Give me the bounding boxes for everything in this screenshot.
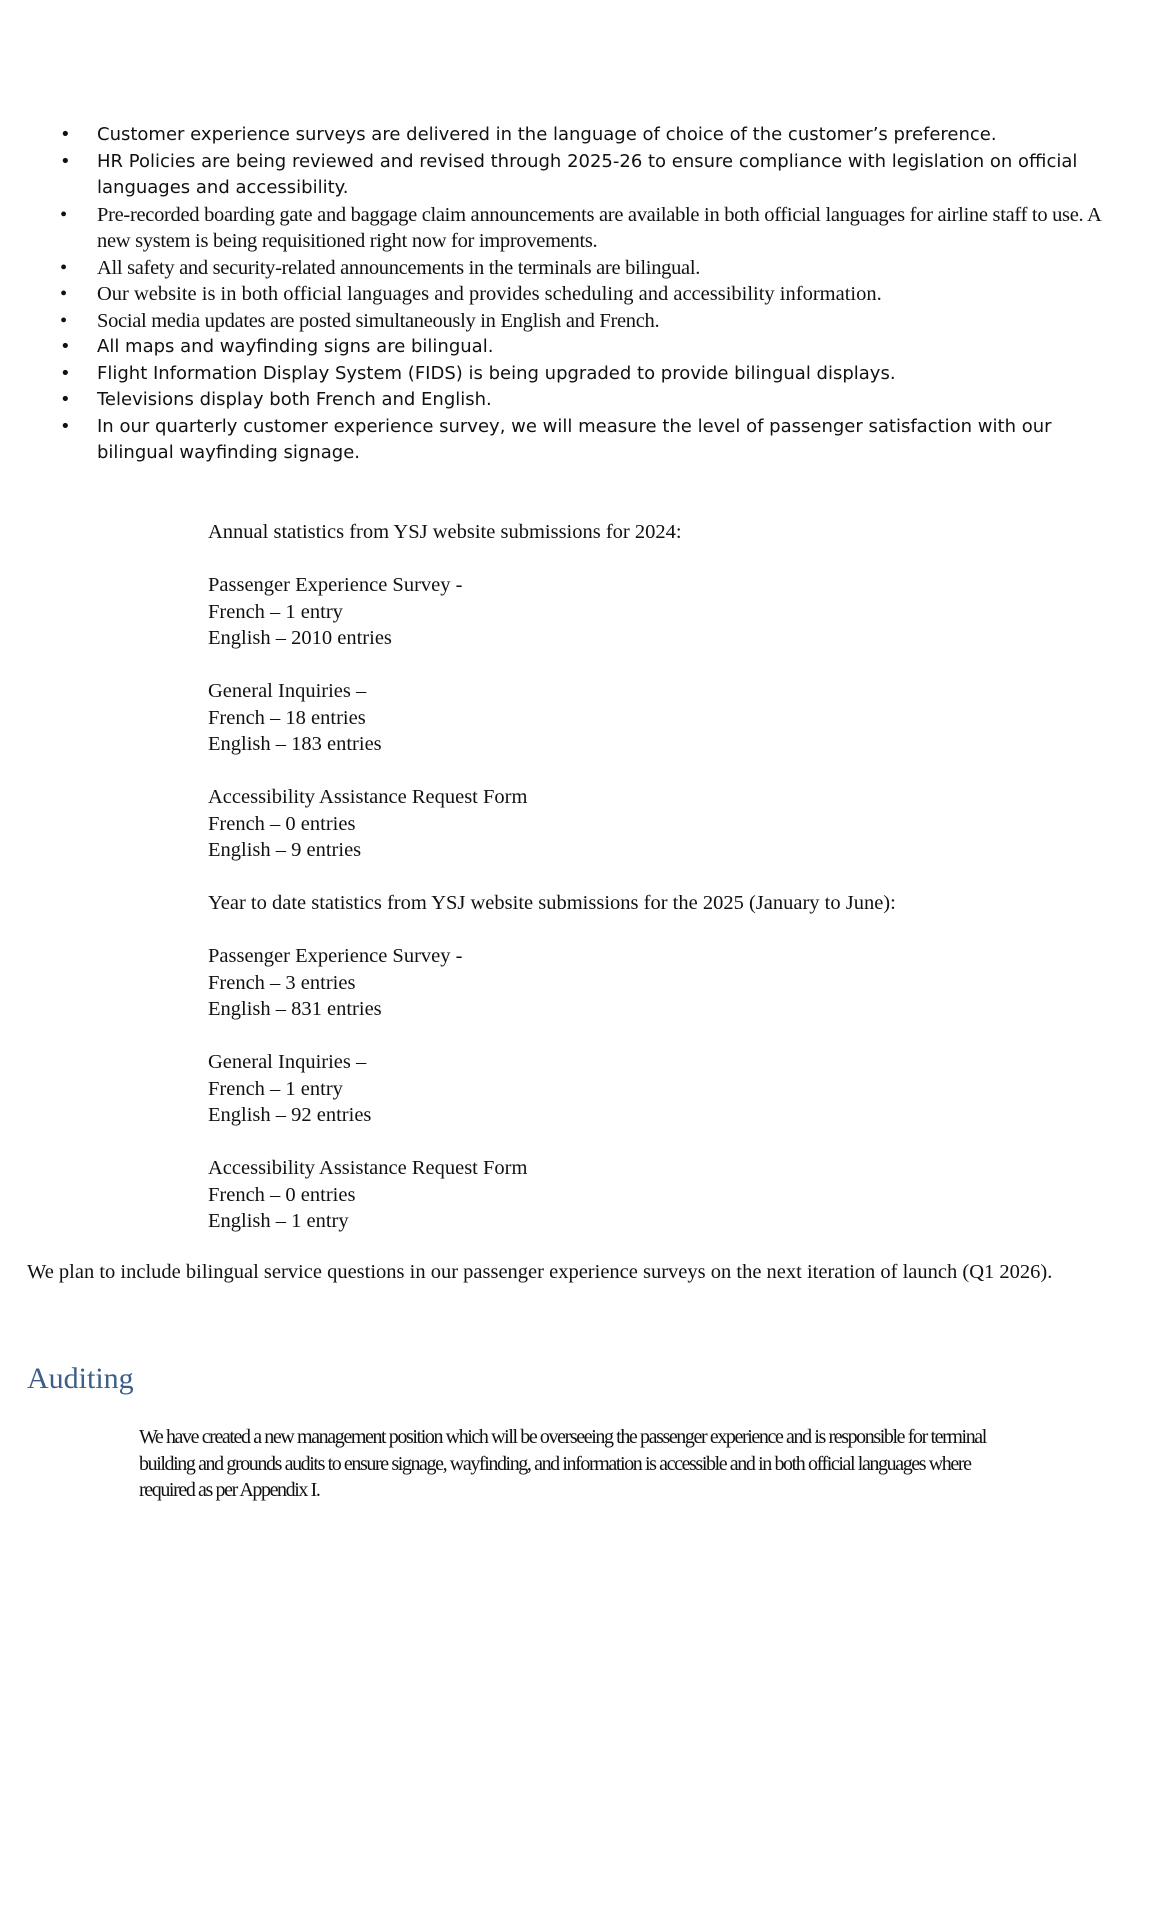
list-item — [60, 281, 1130, 308]
bullet-list — [60, 122, 1130, 467]
stats-2025-survey — [208, 943, 1108, 1023]
auditing-heading: Auditing — [27, 1362, 134, 1395]
list-item — [60, 202, 1130, 255]
bullet-text: Flight Information Display System (FIDS) is being upgraded to provide bilingual displays. — [97, 362, 896, 384]
stat-french: French – 1 entry — [208, 600, 343, 623]
list-item — [60, 149, 1130, 202]
stats-2025-heading-block — [208, 890, 1108, 917]
bullet-icon: • — [60, 309, 67, 332]
list-item — [60, 308, 1130, 335]
bullet-icon: • — [60, 150, 71, 172]
list-item — [60, 361, 1130, 388]
stats-2025-heading: Year to date statistics from YSJ website submissions for the 2025 (January to June): — [208, 892, 896, 914]
bullet-text: HR Policies are being reviewed and revised through 2025-26 to ensure compliance with legislation on official languages and accessibility. — [97, 150, 1078, 198]
bullet-icon: • — [60, 415, 71, 437]
stat-english: English – 2010 entries — [208, 627, 392, 649]
bullet-icon: • — [60, 283, 68, 305]
bullet-text: All safety and security-related announcements in the terminals are bilingual. — [97, 256, 701, 279]
bullet-text: Customer experience surveys are delivered in the language of choice of the customer’s preference. — [97, 124, 997, 145]
bullet-text: In our quarterly customer experience survey, we will measure the level of passenger satisfaction with our bilingual wayfinding signage. — [97, 415, 1052, 463]
stat-title: General Inquiries – — [208, 680, 367, 702]
bullet-text: All maps and wayfinding signs are bilingual. — [97, 336, 494, 357]
bullet-text: Social media updates are posted simultaneously in English and French. — [97, 309, 660, 332]
bullet-icon: • — [60, 389, 71, 410]
bullet-text: Our website is in both official languages and provides scheduling and accessibility information. — [97, 283, 882, 305]
stat-english: English – 831 entries — [208, 998, 382, 1020]
stat-title: Accessibility Assistance Request Form — [208, 786, 528, 808]
bullet-icon: • — [60, 124, 71, 145]
bullet-icon: • — [60, 256, 67, 279]
stats-2025-inquiries — [208, 1049, 1108, 1129]
stats-2024-heading-block — [208, 519, 1108, 546]
stats-2025-accessibility — [208, 1155, 1108, 1235]
stats-2024-heading: Annual statistics from YSJ website submissions for 2024: — [208, 521, 682, 543]
stat-french: French – 1 entry — [208, 1077, 343, 1100]
plan-paragraph: We plan to include bilingual service questions in our passenger experience surveys on the next iteration of launch (Q1 2026). — [27, 1261, 1053, 1283]
bullet-text: Pre-recorded boarding gate and baggage claim announcements are available in both official languages for airline staff to use. A new system is being requisitioned right now for improvements. — [97, 203, 1101, 252]
stat-french: French – 3 entries — [208, 971, 356, 994]
bullet-icon: • — [60, 362, 71, 384]
stat-title: Accessibility Assistance Request Form — [208, 1157, 528, 1179]
list-item — [60, 122, 1130, 149]
stat-english: English – 183 entries — [208, 733, 382, 755]
bullet-icon: • — [60, 336, 71, 357]
stat-english: English – 1 entry — [208, 1210, 349, 1232]
website-statistics — [208, 519, 1108, 1261]
stat-english: English – 9 entries — [208, 839, 362, 861]
stat-english: English – 92 entries — [208, 1104, 372, 1126]
stat-french: French – 0 entries — [208, 812, 356, 835]
list-item — [60, 414, 1130, 467]
auditing-paragraph: We have created a new management position which will be overseeing the passenger experience and is responsible for terminal building and grounds audits to ensure signage, wayfinding, and information is accessible and in both official languages where required as per Appendix I. — [139, 1426, 986, 1501]
list-item — [60, 334, 1130, 361]
stats-2024-accessibility — [208, 784, 1108, 864]
stat-title: Passenger Experience Survey - — [208, 945, 463, 967]
stat-title: Passenger Experience Survey - — [208, 574, 463, 596]
stat-french: French – 18 entries — [208, 706, 366, 729]
list-item — [60, 387, 1130, 414]
bullet-text: Televisions display both French and English. — [97, 389, 492, 410]
bullet-icon: • — [60, 203, 67, 226]
list-item — [60, 255, 1130, 282]
stats-2024-inquiries — [208, 678, 1108, 758]
stat-french: French – 0 entries — [208, 1183, 356, 1206]
stat-title: General Inquiries – — [208, 1051, 367, 1073]
stats-2024-survey — [208, 572, 1108, 652]
